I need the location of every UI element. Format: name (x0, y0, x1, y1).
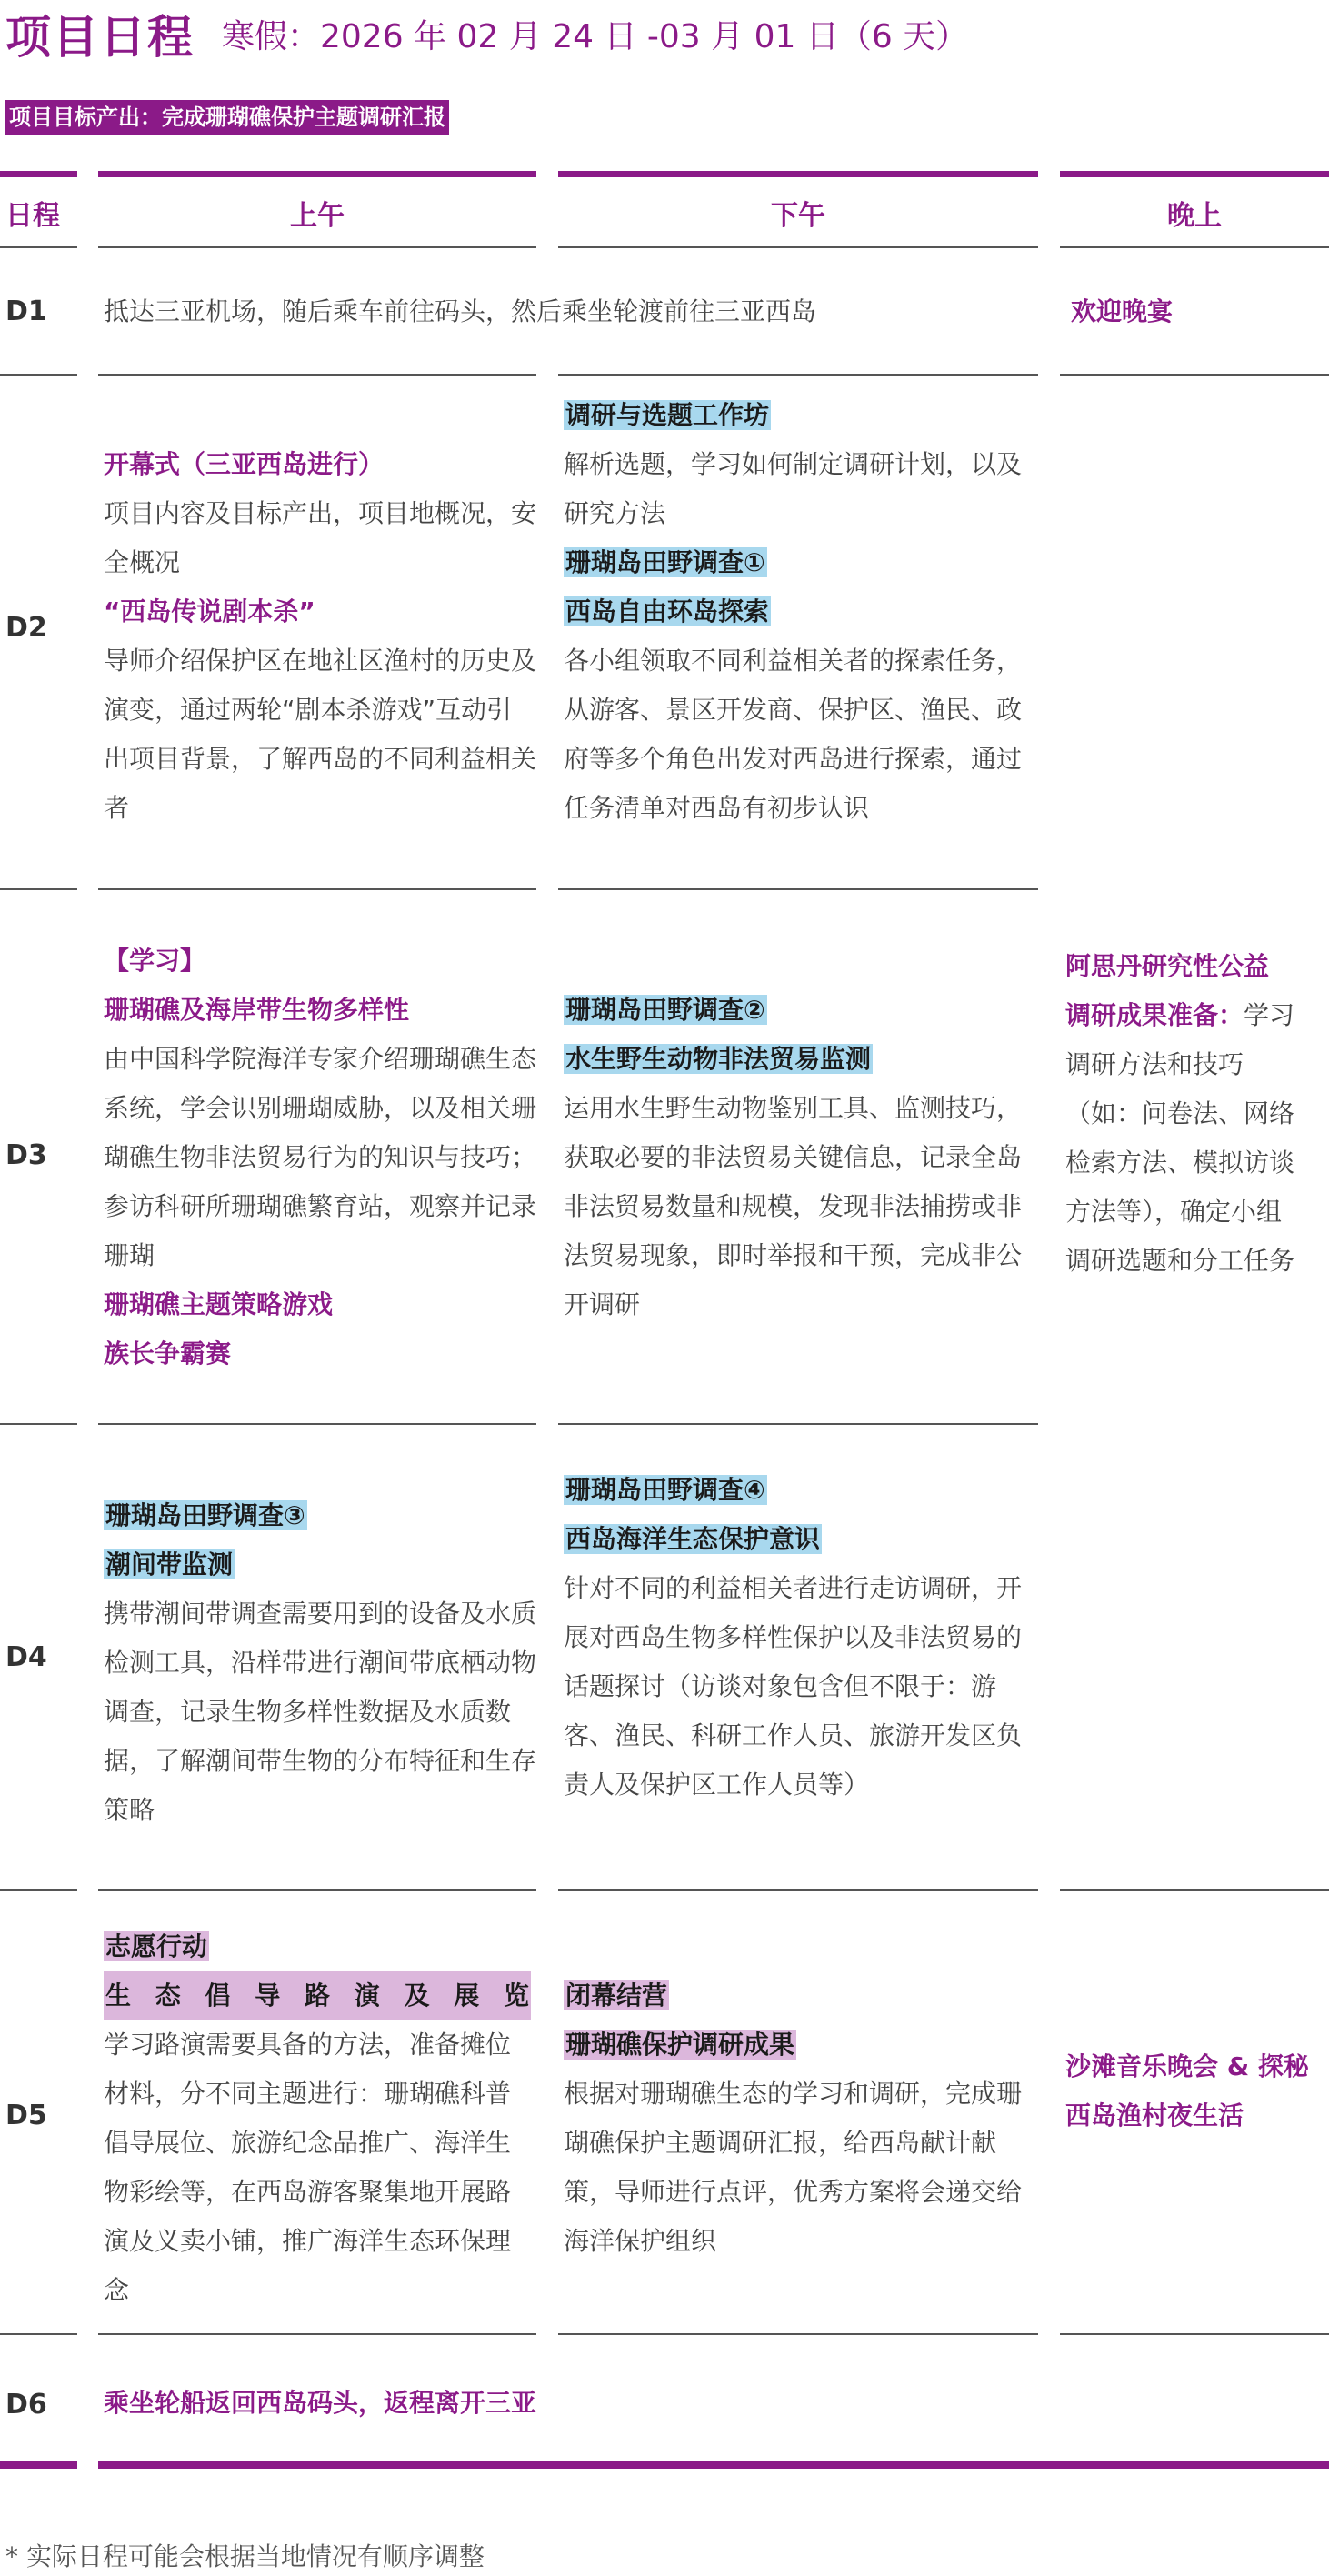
date-range: 寒假：2026 年 02 月 24 日 -03 月 01 日（6 天） (222, 17, 969, 55)
day-label-d3: D3 (5, 1138, 47, 1171)
row-divider (0, 1889, 77, 1891)
row-divider (0, 888, 77, 890)
d2-afternoon-cell (564, 391, 1033, 833)
d4-morning-desc-intertidal: 携带潮间带调查需要用到的设备及水质检测工具，沿样带进行潮间带底栖动物调查，记录生物多样性数据及水质数据，了解潮间带生物的分布特征和生存策略 (104, 1599, 537, 1825)
d2-afternoon-desc-explore: 各小组领取不同利益相关者的探索任务，从游客、景区开发商、保护区、渔民、政府等多个角色出发对西岛进行探索，通过任务清单对西岛有初步认识 (564, 646, 1023, 823)
row-divider (98, 888, 536, 890)
d3-evening-desc-prep: 学习调研方法和技巧（如：问卷法、网络检索方法、模拟访谈方法等），确定小组调研选题和分工任务 (1065, 1000, 1295, 1276)
d3-evening-title-prep: 调研成果准备： (1065, 1000, 1244, 1030)
row-divider (0, 2333, 77, 2335)
row-divider (1060, 2333, 1329, 2335)
column-header-evening: 晚上 (1167, 200, 1222, 232)
d3-evening-title-asdan: 阿思丹研究性公益 (1065, 951, 1270, 981)
d1-daytime-text: 抵达三亚机场，随后乘车前往码头，然后乘坐轮渡前往三亚西岛 (104, 296, 817, 326)
d2-morning-desc-opening: 项目内容及目标产出，项目地概况，安全概况 (104, 498, 537, 577)
d2-morning-desc-scriptgame: 导师介绍保护区在地社区渔村的历史及演变，通过两轮“剧本杀游戏”互动引出项目背景，了解西岛的不同利益相关者 (104, 646, 537, 823)
column-header-morning: 上午 (290, 200, 345, 232)
row-divider (0, 246, 77, 248)
row-divider (558, 1423, 1038, 1425)
row-divider (1060, 1889, 1329, 1891)
day-label-d1: D1 (5, 296, 47, 327)
d4-morning-title-fieldwork3: 珊瑚岛田野调查③ (105, 1500, 305, 1530)
d3-afternoon-title-fieldwork2: 珊瑚岛田野调查② (565, 995, 765, 1025)
d5-afternoon-title-closing: 闭幕结营 (565, 1980, 668, 2010)
d3-morning-tag: 【学习】 (104, 946, 206, 976)
d3-morning-cell (104, 937, 536, 1378)
d3-morning-desc-biodiversity: 由中国科学院海洋专家介绍珊瑚礁生态系统，学会识别珊瑚威胁，以及相关珊瑚礁生物非法贸易行为的知识与技巧；参访科研所珊瑚礁繁育站，观察并记录珊瑚 (104, 1044, 537, 1270)
d4-afternoon-cell (564, 1466, 1033, 1809)
d4-afternoon-title-fieldwork4: 珊瑚岛田野调查④ (565, 1475, 765, 1505)
d3-afternoon-desc-trade-monitor: 运用水生野生动物鉴别工具、监测技巧，获取必要的非法贸易关键信息，记录全岛非法贸易数量和规模，发现非法捕捞或非法贸易现象，即时举报和干预，完成非公开调研 (564, 1093, 1023, 1319)
row-divider (98, 1423, 536, 1425)
d3-evening-cell (1065, 942, 1300, 1286)
day-label-d6: D6 (5, 2388, 47, 2421)
d5-morning-title-roadshow: 生态倡导路演及展览 (104, 1971, 531, 2020)
day-label-d2: D2 (5, 611, 47, 644)
d5-morning-cell (104, 1922, 531, 2315)
d3-afternoon-title-trade-monitor: 水生野生动物非法贸易监测 (565, 1044, 872, 1074)
d4-afternoon-desc-awareness: 针对不同的利益相关者进行走访调研，开展对西岛生物多样性保护以及非法贸易的话题探讨（访谈对象包含但不限于：游客、渔民、科研工作人员、旅游开发区负责人及保护区工作人员等） (564, 1573, 1023, 1799)
d3-morning-title-biodiversity: 珊瑚礁及海岸带生物多样性 (104, 995, 410, 1025)
header-bar-afternoon (558, 171, 1038, 177)
goal-label: 项目目标产出：完成珊瑚礁保护主题调研汇报 (5, 100, 449, 135)
d1-evening-text: 欢迎晚宴 (1071, 296, 1174, 326)
row-divider (558, 888, 1038, 890)
d5-morning-title-volunteer: 志愿行动 (105, 1931, 208, 1961)
day-label-d4: D4 (5, 1640, 47, 1673)
d4-afternoon-title-awareness: 西岛海洋生态保护意识 (565, 1524, 821, 1554)
d2-morning-title-scriptgame: “西岛传说剧本杀” (104, 596, 315, 626)
d2-morning-title-opening: 开幕式（三亚西岛进行） (104, 449, 385, 479)
d2-morning-cell (104, 440, 536, 833)
footer-bar-content (98, 2461, 1329, 2469)
d3-morning-title-strategy-game: 珊瑚礁主题策略游戏 (104, 1289, 334, 1319)
row-divider (1060, 374, 1329, 376)
row-divider (558, 1889, 1038, 1891)
column-header-day: 日程 (5, 200, 60, 232)
d3-morning-title-chieftain: 族长争霸赛 (104, 1338, 232, 1368)
footer-bar-day (0, 2461, 77, 2469)
header-bar-evening (1060, 171, 1329, 177)
header-bar-day (0, 171, 77, 177)
d2-afternoon-title-explore: 西岛自由环岛探索 (565, 596, 770, 626)
row-divider (558, 2333, 1038, 2335)
row-divider (558, 246, 1038, 248)
page-title: 项目日程 (5, 11, 195, 64)
footnote: * 实际日程可能会根据当地情况有顺序调整 (5, 2541, 485, 2571)
title-row (5, 0, 968, 67)
d5-afternoon-cell (564, 1971, 1033, 2266)
d2-afternoon-desc-workshop: 解析选题，学习如何制定调研计划，以及研究方法 (564, 449, 1023, 528)
d2-afternoon-title-workshop: 调研与选题工作坊 (565, 400, 770, 430)
column-header-afternoon: 下午 (771, 200, 825, 232)
d2-afternoon-title-fieldwork1: 珊瑚岛田野调查① (565, 547, 765, 577)
d4-morning-title-intertidal: 潮间带监测 (105, 1549, 234, 1579)
row-divider (98, 2333, 536, 2335)
row-divider (98, 374, 536, 376)
row-divider (98, 246, 536, 248)
row-divider (0, 1423, 77, 1425)
d3-afternoon-cell (564, 986, 1033, 1329)
d5-evening-text: 沙滩音乐晚会 & 探秘西岛渔村夜生活 (1065, 2051, 1309, 2130)
d4-morning-cell (104, 1491, 536, 1835)
row-divider (98, 1889, 536, 1891)
row-divider (0, 374, 77, 376)
d5-afternoon-desc-results: 根据对珊瑚礁生态的学习和调研，完成珊瑚礁保护主题调研汇报，给西岛献计献策，导师进行点评，优秀方案将会递交给海洋保护组织 (564, 2079, 1023, 2256)
d5-afternoon-title-results: 珊瑚礁保护调研成果 (565, 2030, 795, 2060)
d6-daytime-text: 乘坐轮船返回西岛码头，返程离开三亚 (104, 2388, 537, 2418)
row-divider (1060, 246, 1329, 248)
header-bar-morning (98, 171, 536, 177)
day-label-d5: D5 (5, 2099, 47, 2131)
d5-morning-desc-roadshow: 学习路演需要具备的方法，准备摊位材料，分不同主题进行：珊瑚礁科普倡导展位、旅游纪念品推广、海洋生物彩绘等，在西岛游客聚集地开展路演及义卖小铺，推广海洋生态环保理念 (104, 2030, 512, 2305)
row-divider (558, 374, 1038, 376)
